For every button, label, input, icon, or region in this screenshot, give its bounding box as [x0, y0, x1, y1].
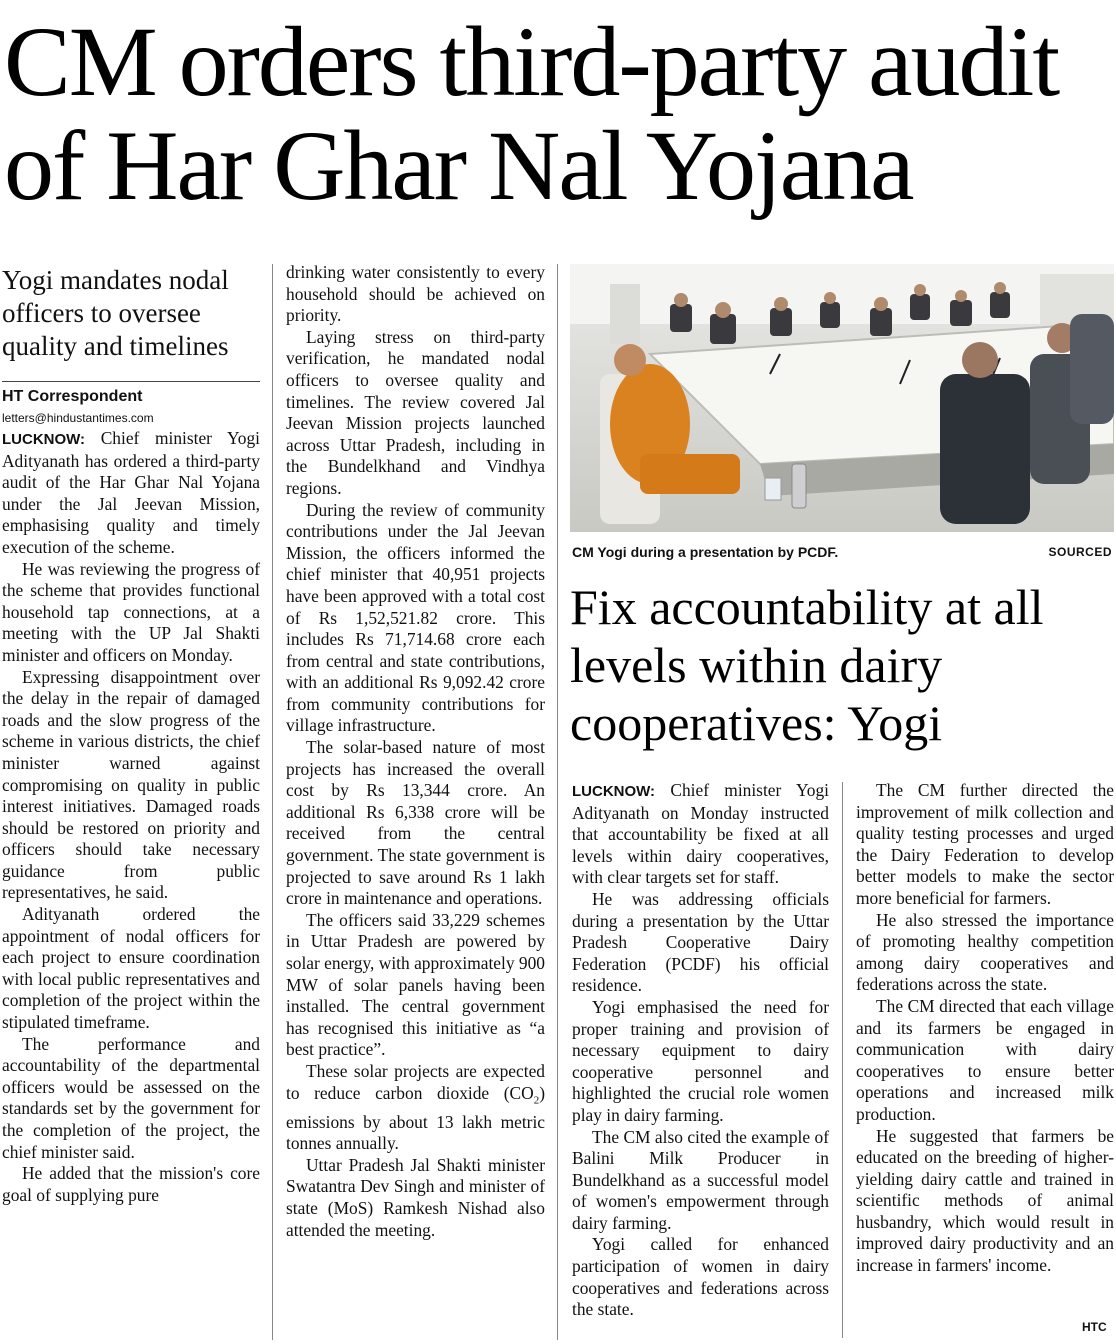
paragraph: drinking water consistently to every household should be achieved on priority.: [286, 262, 545, 326]
paragraph: He added that the mission's core goal of supplying pure: [2, 1163, 260, 1205]
byline: HT Correspondent: [2, 388, 143, 405]
photo-caption: CM Yogi during a presentation by PCDF.: [572, 544, 839, 560]
paragraph: [286, 1061, 545, 1155]
subheading: Yogi mandates nodal officers to oversee quality and timelines: [2, 265, 229, 361]
column-divider: [842, 782, 843, 1338]
byline-email: letters@hindustantimes.com: [2, 411, 154, 425]
paragraph-text: Chief minister Yogi Adityanath has ordered a third-party audit of the Har Ghar Nal Yojana under the Jal Jeevan Mission, emphasising quality and timely execution of the scheme.: [2, 428, 260, 557]
paragraph: The performance and accountability of the departmental officers would be assessed on the standards set by the government for the completion of the project, the chief minister said.: [2, 1033, 260, 1162]
divider: [2, 381, 260, 382]
secondary-headline: Fix accountability at all levels within dairy cooperatives: Yogi: [570, 579, 1044, 751]
paragraph: He was addressing officials during a presentation by the Uttar Pradesh Cooperative Dairy Federation (PCDF) his official residence.: [572, 888, 829, 996]
paragraph: The CM directed that each village and its farmers be engaged in communication with dairy cooperatives to ensure better operations and increased milk production.: [856, 995, 1114, 1124]
main-headline: CM orders third-party audit of Har Ghar Nal Yojana: [4, 6, 1059, 221]
co2-subscript: 2: [533, 1094, 540, 1107]
column-divider: [272, 264, 273, 1340]
paragraph: Yogi called for enhanced participation of women in dairy cooperatives and federations across the state.: [572, 1234, 829, 1320]
dateline: LUCKNOW:: [572, 783, 656, 800]
paragraph: The officers said 33,229 schemes in Uttar Pradesh are powered by solar energy, with approximately 900 MW of solar panels having been installed. The central government has recognised this initiative as “a best practice”.: [286, 909, 545, 1060]
paragraph: The CM further directed the improvement of milk collection and quality testing processes and urged the Dairy Federation to develop better models to make the sector more beneficial for farmers.: [856, 780, 1114, 908]
paragraph: Adityanath ordered the appointment of nodal officers for each project to ensure coordination with local public representatives and completion of the project within the stipulated timeframe.: [2, 904, 260, 1033]
dateline: LUCKNOW:: [2, 431, 86, 448]
agency-tag: HTC: [1082, 1320, 1107, 1334]
paragraph: The solar-based nature of most projects has increased the overall cost by Rs 13,344 crore. An additional Rs 6,338 crore will be received from the central government. The state government is projected to save around Rs 1 lakh crore in maintenance and operations.: [286, 737, 545, 909]
meeting-photo-illustration: [570, 264, 1114, 532]
paragraph: He was reviewing the progress of the scheme that provides functional household tap connections, at a meeting with the UP Jal Shakti minister and officers on Monday.: [2, 558, 260, 665]
meeting-photo: [570, 264, 1114, 532]
paragraph: [2, 428, 260, 559]
paragraph: He suggested that farmers be educated on the breeding of higher-yielding dairy cattle and trained in scientific methods of animal husbandry, which would result in improved dairy productivity and an increase in farmers' income.: [856, 1125, 1114, 1276]
paragraph: Uttar Pradesh Jal Shakti minister Swatantra Dev Singh and minister of state (MoS) Ramkesh Nishad also attended the meeting.: [286, 1154, 545, 1240]
article-column-3: [572, 780, 829, 1321]
paragraph-text: Chief minister Yogi Adityanath on Monday instructed that accountability be fixed at all levels within dairy cooperatives, with clear targets set for staff.: [572, 780, 829, 888]
paragraph: Laying stress on third-party verification, he mandated nodal officers to oversee quality and timelines. The review covered Jal Jeevan Mission projects launched across Uttar Pradesh, including in the Bundelkhand and Vindhya regions.: [286, 326, 545, 498]
article-column-1: [2, 262, 260, 1206]
photo-credit: SOURCED: [1048, 545, 1112, 559]
paragraph: Yogi emphasised the need for proper training and provision of necessary equipment to dairy cooperative personnel and highlighted the crucial role women play in dairy farming.: [572, 996, 829, 1125]
paragraph: Expressing disappointment over the delay in the repair of damaged roads and the slow progress of the scheme in various districts, the chief minister warned against compromising on quality in public interest initiatives. Damaged roads should be restored on priority and officers should take necessary guidance from public representatives, he said.: [2, 666, 260, 903]
article-column-4: [856, 780, 1114, 1277]
paragraph: During the review of community contributions under the Jal Jeevan Mission, the officers informed the chief minister that 40,951 projects have been approved with a total cost of Rs 1,52,521.82 crore. This includes Rs 71,714.68 crore each from central and state contributions, with an additional Rs 9,092.42 crore from community contributions for village infrastructure.: [286, 499, 545, 736]
paragraph: [572, 780, 829, 889]
paragraph: He also stressed the importance of promoting healthy competition among dairy cooperatives and federations across the state.: [856, 909, 1114, 995]
co2-text: These solar projects are expected to reduce carbon dioxide (CO: [286, 1060, 545, 1103]
column-divider: [557, 264, 558, 1340]
co2-text-after: ) emissions by about 13 lakh metric tonnes annually.: [286, 1082, 545, 1154]
photo-caption-bar: [572, 544, 1114, 562]
paragraph: The CM also cited the example of Balini Milk Producer in Bundelkhand as a successful model of women's empowerment through dairy farming.: [572, 1126, 829, 1233]
article-column-2: [286, 262, 545, 1241]
